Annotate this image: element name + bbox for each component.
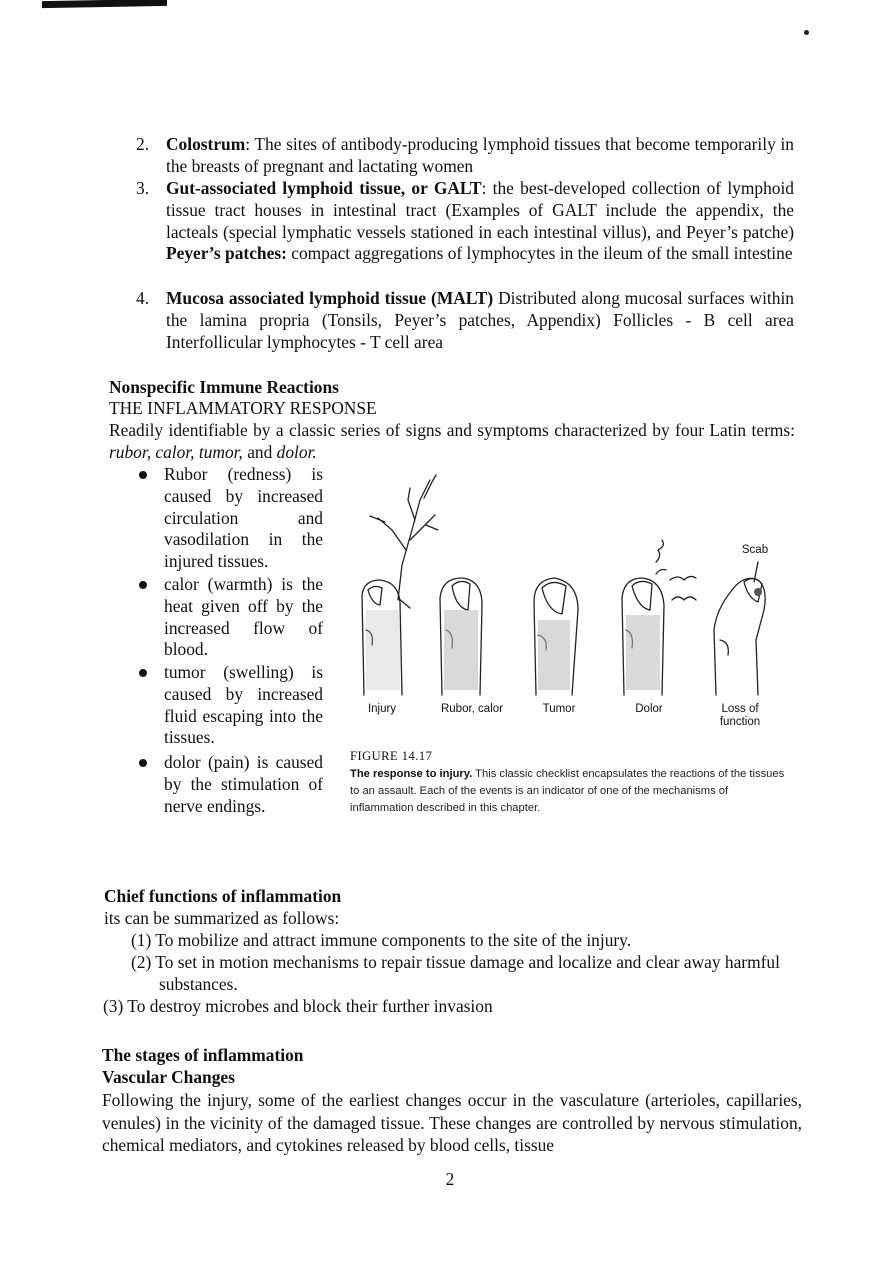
list-item-malt [136,288,794,353]
latin-terms: rubor, calor, tumor, [109,441,243,462]
figure-caption: The response to injury. This classic checklist encapsulates the reactions of the tissues to an assault. Each of the events is an indicator of one of the mechanisms of inflammation described in this chapter. [350,768,785,814]
section-heading-nonspecific: Nonspecific Immune Reactions [109,377,339,397]
list-number: 4. [136,288,150,308]
chief-intro: its can be summarized as follows: [104,908,340,928]
bullet-dot [139,471,147,479]
bullet-dot [139,669,147,677]
list-term: Mucosa associated lymphoid tissue (MALT) [166,288,494,308]
figure-caption-title: The response to injury. [350,768,473,780]
section-heading-stages: The stages of inflammation [102,1045,304,1065]
list-term: Colostrum [166,134,246,154]
figure-label-rubor-calor: Rubor, calor [440,703,503,715]
list-text: Colostrum: The sites of antibody-producing lymphoid tissues that become temporarily in the breasts of pregnant and lactating women [166,134,794,176]
finger-injury-illustration [340,470,800,710]
bullet-dot [139,581,147,589]
bullet-dot [139,759,147,767]
figure-label-tumor: Tumor [542,703,576,715]
subheading-inflammatory-response: THE INFLAMMATORY RESPONSE [109,398,377,418]
figure-label-loss-of-function: Loss of function [719,703,761,728]
bullet-rubor: Rubor (redness) is caused by increased circulation and vasodilation in the injured tissues. [164,464,323,572]
figure-label-dolor: Dolor [635,703,663,715]
bullet-dolor: dolor (pain) is caused by the stimulation of nerve endings. [164,752,323,816]
scan-edge-mark [42,0,167,8]
list-term: Gut-associated lymphoid tissue, or GALT [166,178,482,198]
bullet-tumor: tumor (swelling) is caused by increased fluid escaping into the tissues. [164,662,323,748]
chief-item-1: (1) To mobilize and attract immune components to the site of the injury. [131,930,632,950]
list-text: Mucosa associated lymphoid tissue (MALT) Distributed along mucosal surfaces within the lamina propria (Tonsils, Peyer’s patches, Appendix) Follicles - B cell area Interfollicular lymphocytes - T cell area [166,288,794,352]
list-term-peyers: Peyer’s patches: [166,243,287,264]
chief-item-3: (3) To destroy microbes and block their further invasion [103,996,493,1016]
vascular-paragraph: Following the injury, some of the earliest changes occur in the vasculature (arterioles, capillaries, venules) in the vicinity of the damaged tissue. These changes are controlled by nervous stimulation, chemical mediators, and cytokines released by blood cells, tissue [102,1090,802,1155]
list-text: Gut-associated lymphoid tissue, or GALT: the best-developed collection of lymphoid tissue tract houses in intestinal tract (Examples of GALT include the appendix, the lacteals (special lymphatic vessels stationed in each intestinal villus), and Peyer’s patche) Peyer’s patches: compact aggregations of lymphocytes in the ileum of the small intestine [166,178,795,264]
figure-label-injury: Injury [367,703,397,715]
subheading-vascular-changes: Vascular Changes [102,1067,235,1087]
chief-item-2: (2) To set in motion mechanisms to repair tissue damage and localize and clear away harmful substances. [131,952,780,994]
intro-paragraph: Readily identifiable by a classic series of signs and symptoms characterized by four Latin terms: rubor, calor, tumor, and dolor. [109,420,795,462]
list-item-colostrum [136,134,794,178]
figure-label-scab: Scab [741,544,769,556]
list-number: 2. [136,134,150,154]
section-heading-chief-functions: Chief functions of inflammation [104,886,342,906]
list-number: 3. [136,178,150,198]
page-number: 2 [445,1169,455,1189]
bullet-calor: calor (warmth) is the heat given off by the increased flow of blood. [164,574,323,660]
latin-term-dolor: dolor. [276,441,317,462]
figure-number: FIGURE 14.17 [350,749,433,763]
list-item-galt [136,178,794,265]
scan-dot [804,30,809,35]
